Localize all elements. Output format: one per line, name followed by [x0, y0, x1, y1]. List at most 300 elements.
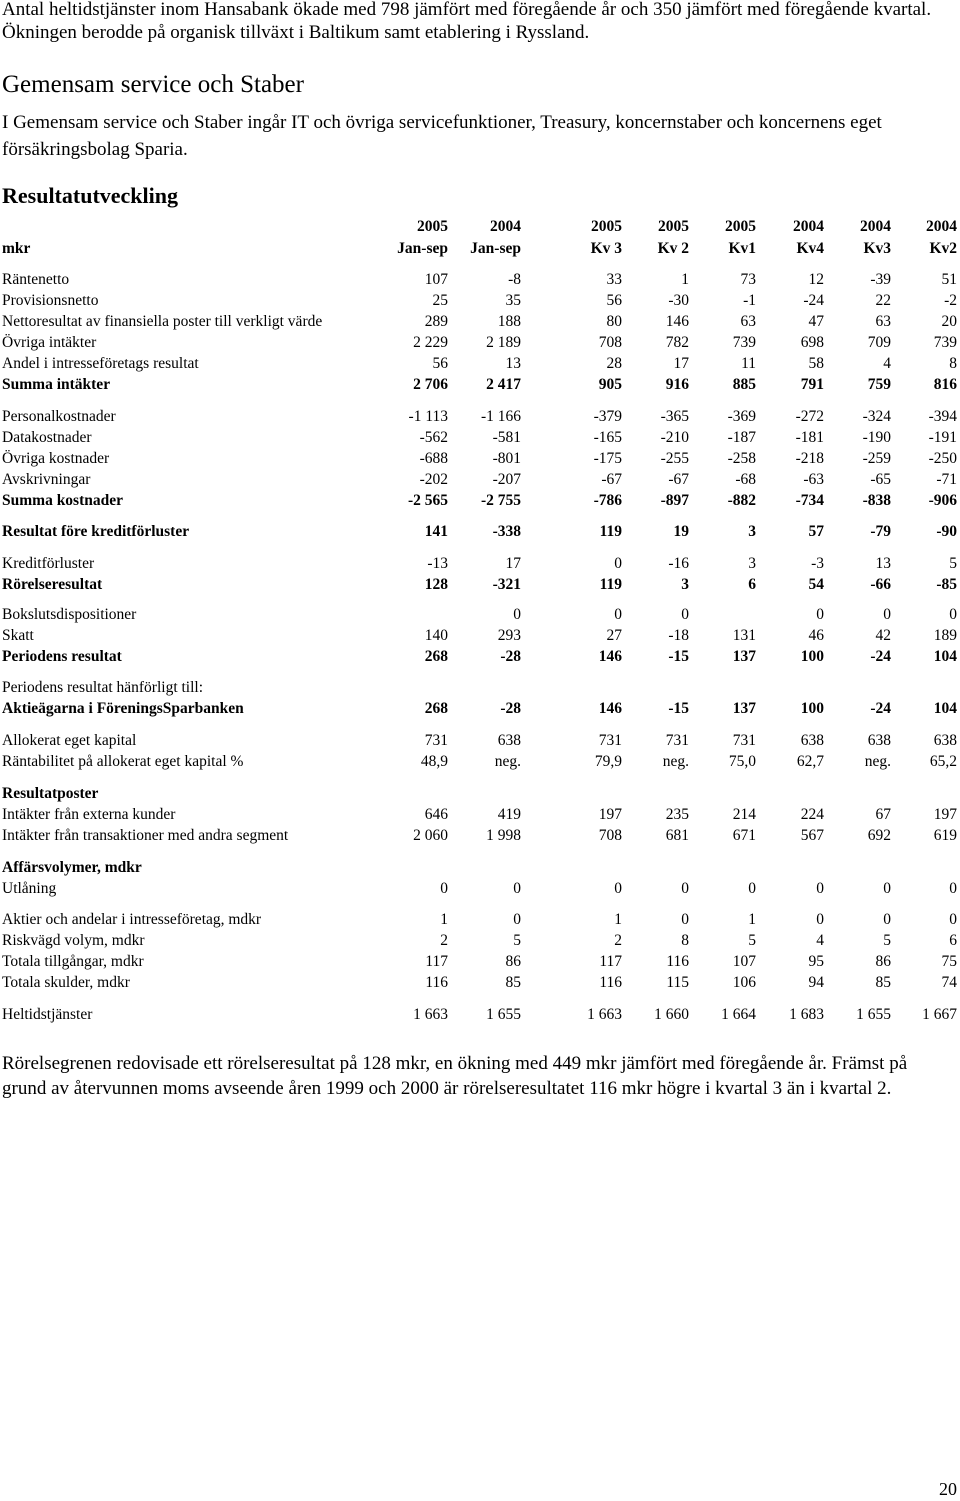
row-value: -13	[427, 555, 448, 572]
header-period: Kv2	[929, 240, 957, 257]
row-value: 189	[933, 627, 957, 644]
table-row	[0, 574, 960, 596]
row-label: Provisionsnetto	[2, 292, 99, 309]
row-value: -30	[668, 292, 689, 309]
row-value: 197	[598, 806, 622, 823]
row-value: 0	[949, 911, 957, 928]
table-row	[0, 825, 960, 847]
section-heading: Gemensam service och Staber	[2, 71, 304, 98]
row-value: 5	[513, 932, 521, 949]
row-value: 2 417	[486, 376, 521, 393]
header-year: 2004	[793, 218, 824, 235]
row-value: 137	[732, 700, 756, 717]
table-row	[0, 909, 960, 931]
row-value: 13	[505, 355, 521, 372]
table-row	[0, 730, 960, 752]
row-value: 638	[867, 732, 891, 749]
section-paragraph: I Gemensam service och Staber ingår IT och övriga servicefunktioner, Treasury, koncernstaber och koncernens eget försäkringsbolag Sparia.	[2, 112, 882, 160]
row-value: 0	[816, 606, 824, 623]
row-value: 1 663	[413, 1006, 448, 1023]
row-value: 0	[883, 880, 891, 897]
row-value: 0	[748, 880, 756, 897]
row-value: 63	[875, 313, 891, 330]
row-value: 708	[598, 334, 622, 351]
row-value: 17	[505, 555, 521, 572]
row-value: 739	[732, 334, 756, 351]
row-label: Nettoresultat av finansiella poster till verkligt värde	[2, 313, 323, 330]
table-row	[0, 490, 960, 512]
header-year: 2005	[658, 218, 689, 235]
row-value: 19	[673, 523, 689, 540]
row-value: -255	[660, 450, 689, 467]
row-value: -734	[795, 492, 824, 509]
row-value: 1	[681, 271, 689, 288]
row-value: 8	[681, 932, 689, 949]
row-label: Affärsvolymer, mdkr	[2, 859, 142, 876]
table-row	[0, 857, 960, 879]
row-label: Personalkostnader	[2, 408, 116, 425]
row-value: 20	[941, 313, 957, 330]
row-label: Resultatposter	[2, 785, 99, 802]
row-value: -190	[862, 429, 891, 446]
row-value: -165	[593, 429, 622, 446]
row-value: 56	[606, 292, 622, 309]
row-value: 791	[800, 376, 824, 393]
row-value: 100	[800, 700, 824, 717]
header-period: Kv4	[796, 240, 824, 257]
row-value: 5	[949, 555, 957, 572]
table-row	[0, 804, 960, 826]
row-value: 33	[606, 271, 622, 288]
row-value: -18	[668, 627, 689, 644]
row-value: -71	[936, 471, 957, 488]
row-value: 94	[808, 974, 824, 991]
row-value: 25	[432, 292, 448, 309]
row-value: 1 998	[486, 827, 521, 844]
row-value: -394	[928, 408, 957, 425]
row-value: 85	[875, 974, 891, 991]
row-value: 85	[505, 974, 521, 991]
row-value: 739	[933, 334, 957, 351]
row-value: 146	[598, 700, 622, 717]
row-value: 58	[808, 355, 824, 372]
row-value: -882	[727, 492, 756, 509]
row-label: Riskvägd volym, mdkr	[2, 932, 145, 949]
row-value: 671	[732, 827, 756, 844]
row-label: Utlåning	[2, 880, 57, 897]
row-label: Räntabilitet på allokerat eget kapital %	[2, 753, 244, 770]
row-value: 63	[740, 313, 756, 330]
row-value: 54	[808, 576, 824, 593]
unit-label: mkr	[2, 240, 31, 257]
row-value: -272	[795, 408, 824, 425]
row-value: 100	[800, 648, 824, 665]
row-value: 2 229	[413, 334, 448, 351]
row-value: 5	[883, 932, 891, 949]
row-label: Allokerat eget kapital	[2, 732, 137, 749]
row-value: 3	[748, 555, 756, 572]
row-label: Periodens resultat	[2, 648, 122, 665]
row-value: 73	[740, 271, 756, 288]
table-row	[0, 448, 960, 470]
row-value: -688	[419, 450, 448, 467]
row-value: neg.	[864, 753, 891, 770]
header-year: 2005	[591, 218, 622, 235]
row-value: 146	[665, 313, 689, 330]
table-row	[0, 269, 960, 291]
row-value: -324	[862, 408, 891, 425]
row-value: -259	[862, 450, 891, 467]
row-value: 137	[732, 648, 756, 665]
row-value: 22	[875, 292, 891, 309]
row-value: 0	[816, 911, 824, 928]
row-value: -63	[803, 471, 824, 488]
row-value: 1 683	[789, 1006, 824, 1023]
row-value: 731	[424, 732, 448, 749]
row-value: 567	[800, 827, 824, 844]
row-value: -210	[660, 429, 689, 446]
row-value: 46	[808, 627, 824, 644]
row-value: -338	[492, 523, 521, 540]
row-value: 0	[513, 880, 521, 897]
row-value: 117	[425, 953, 448, 970]
table-row	[0, 332, 960, 354]
closing-paragraph: Rörelsegrenen redovisade ett rörelseresultat på 128 mkr, en ökning med 449 mkr jämfört med föregående år. Främst på grund av återvunnen moms avseende åren 1999 och 2000 är rörelseresultatet 116 mkr högre i kvartal 3 än i kvartal 2.	[2, 1053, 908, 1099]
table-row	[0, 751, 960, 773]
table-row	[0, 625, 960, 647]
row-value: 1 664	[721, 1006, 756, 1023]
row-value: 128	[424, 576, 448, 593]
row-value: 115	[666, 974, 689, 991]
row-value: 0	[681, 606, 689, 623]
table-row	[0, 553, 960, 575]
row-label: Totala tillgångar, mdkr	[2, 953, 144, 970]
row-value: -8	[508, 271, 521, 288]
row-label: Summa kostnader	[2, 492, 124, 509]
row-value: 1	[614, 911, 622, 928]
row-label: Heltidstjänster	[2, 1006, 93, 1023]
row-value: 116	[666, 953, 689, 970]
row-value: 698	[800, 334, 824, 351]
row-value: 119	[599, 523, 622, 540]
row-value: -66	[870, 576, 891, 593]
row-value: -2 755	[480, 492, 521, 509]
table-row	[0, 311, 960, 333]
row-label: Kreditförluster	[2, 555, 95, 572]
row-value: -786	[593, 492, 622, 509]
header-year: 2004	[860, 218, 891, 235]
table-row	[0, 427, 960, 449]
row-value: 75,0	[728, 753, 756, 770]
row-label: Skatt	[2, 627, 34, 644]
row-value: 905	[598, 376, 622, 393]
row-label: Rörelseresultat	[2, 576, 103, 593]
row-value: -379	[593, 408, 622, 425]
table-row	[0, 972, 960, 994]
header-year: 2004	[490, 218, 521, 235]
row-value: 140	[424, 627, 448, 644]
row-value: 2 706	[413, 376, 448, 393]
table-row	[0, 1004, 960, 1026]
row-value: 1 655	[856, 1006, 891, 1023]
row-value: 419	[497, 806, 521, 823]
row-value: -28	[500, 700, 521, 717]
row-value: -187	[727, 429, 756, 446]
row-value: 0	[883, 606, 891, 623]
table-row	[0, 951, 960, 973]
row-value: 2 060	[413, 827, 448, 844]
header-period: Jan-sep	[397, 240, 448, 257]
table-row	[0, 406, 960, 428]
row-value: 0	[614, 606, 622, 623]
row-value: 681	[665, 827, 689, 844]
header-year: 2005	[725, 218, 756, 235]
table-row	[0, 783, 960, 805]
row-value: 638	[800, 732, 824, 749]
row-value: 12	[808, 271, 824, 288]
row-value: -90	[936, 523, 957, 540]
row-value: 0	[513, 606, 521, 623]
row-value: 709	[867, 334, 891, 351]
row-value: 0	[949, 880, 957, 897]
row-value: 2	[440, 932, 448, 949]
row-value: -85	[936, 576, 957, 593]
header-period: Kv 2	[657, 240, 689, 257]
table-row	[0, 930, 960, 952]
row-value: 3	[681, 576, 689, 593]
row-value: 42	[875, 627, 891, 644]
row-label: Andel i intresseföretags resultat	[2, 355, 199, 372]
row-value: 56	[432, 355, 448, 372]
row-value: -24	[803, 292, 824, 309]
row-value: -24	[870, 648, 891, 665]
row-value: 75	[941, 953, 957, 970]
row-value: -562	[419, 429, 448, 446]
row-value: 289	[424, 313, 448, 330]
row-value: 104	[933, 700, 957, 717]
row-value: 27	[606, 627, 622, 644]
row-value: 885	[732, 376, 756, 393]
row-value: 47	[808, 313, 824, 330]
table-heading: Resultatutveckling	[2, 183, 178, 208]
row-value: 638	[497, 732, 521, 749]
table-row	[0, 290, 960, 312]
table-row	[0, 677, 960, 699]
row-value: 0	[816, 880, 824, 897]
row-label: Periodens resultat hänförligt till:	[2, 679, 204, 696]
row-value: 619	[933, 827, 957, 844]
row-label: Datakostnader	[2, 429, 92, 446]
row-value: -2 565	[407, 492, 448, 509]
row-value: 116	[599, 974, 622, 991]
row-value: -79	[870, 523, 891, 540]
row-value: -15	[668, 700, 689, 717]
row-label: Bokslutsdispositioner	[2, 606, 137, 623]
row-value: 13	[875, 555, 891, 572]
row-value: 759	[867, 376, 891, 393]
row-value: -65	[870, 471, 891, 488]
row-value: 916	[665, 376, 689, 393]
row-value: -2	[944, 292, 957, 309]
header-year: 2005	[417, 218, 448, 235]
row-label: Intäkter från externa kunder	[2, 806, 176, 823]
row-value: 638	[933, 732, 957, 749]
row-value: 1	[440, 911, 448, 928]
row-value: 268	[424, 648, 448, 665]
row-value: 74	[941, 974, 957, 991]
row-value: 731	[732, 732, 756, 749]
row-value: 188	[497, 313, 521, 330]
row-value: 782	[665, 334, 689, 351]
row-value: 1 663	[587, 1006, 622, 1023]
row-value: 731	[598, 732, 622, 749]
row-value: -68	[735, 471, 756, 488]
row-value: 119	[599, 576, 622, 593]
row-label: Avskrivningar	[2, 471, 91, 488]
row-label: Övriga kostnader	[2, 450, 110, 467]
row-value: -1	[743, 292, 756, 309]
table-row	[0, 353, 960, 375]
row-value: 116	[425, 974, 448, 991]
row-value: 6	[949, 932, 957, 949]
row-value: 0	[513, 911, 521, 928]
row-label: Totala skulder, mdkr	[2, 974, 130, 991]
table-row	[0, 374, 960, 396]
row-value: 1	[748, 911, 756, 928]
row-value: 224	[800, 806, 824, 823]
row-value: -15	[668, 648, 689, 665]
row-value: 80	[606, 313, 622, 330]
row-value: 3	[748, 523, 756, 540]
table-row	[0, 646, 960, 668]
row-value: 268	[424, 700, 448, 717]
row-value: 5	[748, 932, 756, 949]
row-label: Summa intäkter	[2, 376, 111, 393]
row-value: 293	[497, 627, 521, 644]
row-value: -897	[660, 492, 689, 509]
row-value: 692	[867, 827, 891, 844]
row-value: 708	[598, 827, 622, 844]
row-label: Aktier och andelar i intresseföretag, mdkr	[2, 911, 262, 928]
row-value: 17	[673, 355, 689, 372]
row-label: Resultat före kreditförluster	[2, 523, 190, 540]
table-row	[0, 521, 960, 543]
row-label: Intäkter från transaktioner med andra segment	[2, 827, 289, 844]
row-value: -24	[870, 700, 891, 717]
row-value: -250	[928, 450, 957, 467]
row-value: 104	[933, 648, 957, 665]
row-value: -906	[928, 492, 957, 509]
row-value: 1 655	[486, 1006, 521, 1023]
row-value: 67	[875, 806, 891, 823]
row-value: 62,7	[796, 753, 824, 770]
row-value: 107	[424, 271, 448, 288]
row-label: Aktieägarna i FöreningsSparbanken	[2, 700, 244, 717]
row-value: 0	[614, 880, 622, 897]
row-value: -258	[727, 450, 756, 467]
row-value: -67	[668, 471, 689, 488]
row-value: neg.	[494, 753, 521, 770]
row-value: neg.	[662, 753, 689, 770]
row-value: -218	[795, 450, 824, 467]
table-row	[0, 469, 960, 491]
row-value: -1 166	[480, 408, 521, 425]
row-value: 65,2	[929, 753, 957, 770]
row-value: -16	[668, 555, 689, 572]
row-value: -369	[727, 408, 756, 425]
row-value: -365	[660, 408, 689, 425]
row-value: 0	[614, 555, 622, 572]
row-value: -801	[492, 450, 521, 467]
header-period: Kv1	[728, 240, 756, 257]
row-value: 35	[505, 292, 521, 309]
header-year: 2004	[926, 218, 957, 235]
row-value: -175	[593, 450, 622, 467]
row-value: -191	[928, 429, 957, 446]
row-value: 86	[505, 953, 521, 970]
row-value: -207	[492, 471, 521, 488]
row-value: 646	[424, 806, 448, 823]
table-row	[0, 698, 960, 720]
row-value: -28	[500, 648, 521, 665]
row-value: 235	[665, 806, 689, 823]
header-periods-row	[0, 238, 960, 260]
row-value: 1 660	[654, 1006, 689, 1023]
table-row	[0, 878, 960, 900]
row-value: 2 189	[486, 334, 521, 351]
row-value: 816	[933, 376, 957, 393]
row-value: 11	[741, 355, 756, 372]
row-value: -838	[862, 492, 891, 509]
row-value: 146	[598, 648, 622, 665]
row-value: 106	[732, 974, 756, 991]
row-value: -181	[795, 429, 824, 446]
table-row	[0, 604, 960, 626]
row-value: 141	[424, 523, 448, 540]
row-value: 48,9	[420, 753, 448, 770]
row-value: 4	[816, 932, 824, 949]
page-number: 20	[939, 1479, 957, 1499]
row-value: 95	[808, 953, 824, 970]
row-value: 57	[808, 523, 824, 540]
row-value: 28	[606, 355, 622, 372]
row-value: -1 113	[408, 408, 448, 425]
row-value: 731	[665, 732, 689, 749]
row-value: 214	[732, 806, 756, 823]
intro-paragraph: Antal heltidstjänster inom Hansabank ökade med 798 jämfört med föregående år och 350 jämfört med föregående kvartal. Ökningen berodde på organisk tillväxt i Baltikum samt etablering i Ryssland.	[2, 0, 932, 43]
row-value: 107	[732, 953, 756, 970]
row-value: 4	[883, 355, 891, 372]
row-value: 0	[949, 606, 957, 623]
row-value: 2	[614, 932, 622, 949]
header-period: Kv3	[863, 240, 891, 257]
row-value: 79,9	[594, 753, 622, 770]
row-label: Övriga intäkter	[2, 334, 97, 351]
header-period: Jan-sep	[470, 240, 521, 257]
row-value: 0	[440, 880, 448, 897]
row-value: 6	[748, 576, 756, 593]
row-value: -581	[492, 429, 521, 446]
row-value: -3	[811, 555, 824, 572]
header-years-row	[0, 216, 960, 238]
row-value: -67	[601, 471, 622, 488]
row-value: 8	[949, 355, 957, 372]
row-value: 1 667	[922, 1006, 957, 1023]
row-value: 131	[732, 627, 756, 644]
row-value: 197	[933, 806, 957, 823]
row-value: 117	[599, 953, 622, 970]
row-value: 0	[883, 911, 891, 928]
